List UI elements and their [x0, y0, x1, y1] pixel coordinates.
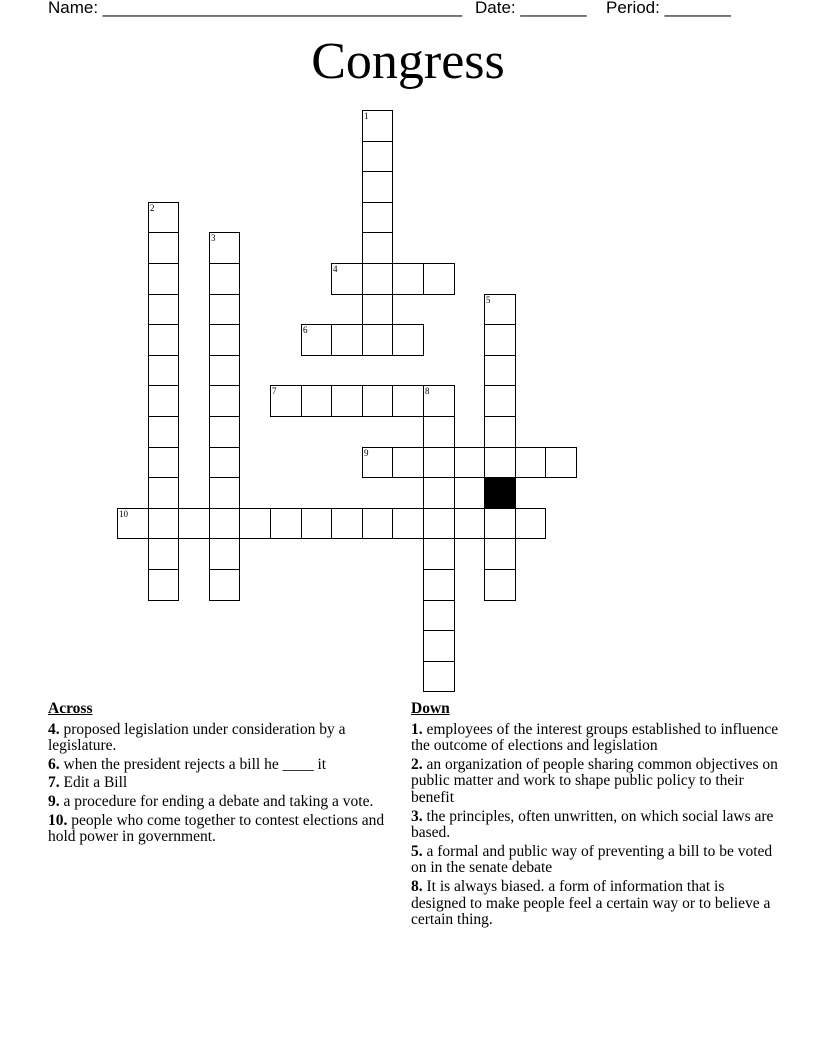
grid-cell[interactable] — [362, 110, 393, 142]
grid-cell[interactable] — [423, 630, 455, 662]
black-cell — [484, 477, 516, 509]
grid-cell[interactable] — [178, 508, 210, 539]
clue-item — [48, 722, 398, 755]
clue-item — [411, 879, 781, 929]
clue-item-text: an organization of people sharing common objectives on public matter and work to shape public policy to their benefit — [411, 755, 778, 806]
grid-cell[interactable] — [392, 447, 424, 478]
clue-item — [411, 722, 781, 755]
grid-cell[interactable] — [515, 447, 546, 478]
clue-number: 2 — [150, 203, 155, 213]
clue-item-number: 10. — [48, 811, 68, 829]
grid-cell[interactable] — [423, 447, 455, 478]
clue-item-text: people who come together to contest elections and hold power in government. — [48, 811, 385, 846]
grid-cell[interactable] — [209, 569, 240, 601]
grid-cell[interactable] — [362, 508, 393, 539]
clue-item-text: the principles, often unwritten, on which social laws are based. — [411, 807, 774, 842]
grid-cell[interactable] — [148, 263, 179, 295]
clue-item — [48, 813, 398, 846]
clue-number: 8 — [425, 386, 430, 396]
clue-item — [411, 809, 781, 842]
grid-cell[interactable] — [362, 202, 393, 233]
grid-cell[interactable] — [148, 202, 179, 233]
grid-cell[interactable] — [484, 508, 516, 539]
grid-cell[interactable] — [148, 447, 179, 478]
grid-cell[interactable] — [209, 416, 240, 448]
grid-cell[interactable] — [454, 508, 485, 539]
grid-cell[interactable] — [209, 477, 240, 509]
grid-cell[interactable] — [209, 294, 240, 325]
clue-item — [48, 757, 398, 774]
grid-cell[interactable] — [515, 508, 546, 539]
clue-item-text: when the president rejects a bill he ____ it — [59, 755, 327, 773]
grid-cell[interactable] — [148, 355, 179, 386]
grid-cell[interactable] — [331, 385, 363, 417]
grid-cell[interactable] — [484, 385, 516, 417]
grid-cell[interactable] — [484, 294, 516, 325]
grid-cell[interactable] — [484, 538, 516, 570]
grid-cell[interactable] — [148, 508, 179, 539]
clue-item-text: It is always biased. a form of information that is designed to make people feel a certain way or to believe a certain thing. — [411, 877, 771, 929]
name-field: Name: ______________________________________ — [48, 0, 463, 17]
grid-cell[interactable] — [209, 508, 240, 539]
clue-item-text: a formal and public way of preventing a bill to be voted on in the senate debate — [411, 842, 773, 877]
clue-item — [48, 794, 398, 811]
clue-item-number: 4. — [48, 720, 60, 738]
grid-cell[interactable] — [484, 355, 516, 386]
clue-number: 6 — [303, 325, 308, 335]
grid-cell[interactable] — [423, 538, 455, 570]
grid-cell[interactable] — [148, 538, 179, 570]
grid-cell[interactable] — [362, 324, 393, 356]
grid-cell[interactable] — [392, 508, 424, 539]
grid-cell[interactable] — [484, 569, 516, 601]
grid-cell[interactable] — [423, 661, 455, 692]
clue-item-number: 9. — [48, 792, 60, 810]
grid-cell[interactable] — [148, 324, 179, 356]
grid-cell[interactable] — [362, 447, 393, 478]
clue-number: 5 — [486, 295, 491, 305]
grid-cell[interactable] — [148, 385, 179, 417]
clue-number: 3 — [211, 233, 216, 243]
clue-number: 1 — [364, 111, 369, 121]
grid-cell[interactable] — [423, 477, 455, 509]
grid-cell[interactable] — [484, 447, 516, 478]
grid-cell[interactable] — [331, 324, 363, 356]
grid-cell[interactable] — [423, 508, 455, 539]
grid-cell[interactable] — [423, 385, 455, 417]
clue-item-number: 8. — [411, 877, 423, 895]
grid-cell[interactable] — [148, 232, 179, 264]
across-clues — [48, 701, 398, 848]
down-heading: Down — [411, 700, 450, 717]
grid-cell[interactable] — [423, 416, 455, 448]
grid-cell[interactable] — [270, 508, 302, 539]
grid-cell[interactable] — [362, 294, 393, 325]
grid-cell[interactable] — [392, 263, 424, 295]
grid-cell[interactable] — [392, 385, 424, 417]
clue-item-number: 2. — [411, 755, 423, 773]
grid-cell[interactable] — [148, 477, 179, 509]
grid-cell[interactable] — [362, 263, 393, 295]
grid-cell[interactable] — [423, 263, 455, 295]
grid-cell[interactable] — [270, 385, 302, 417]
clue-item — [411, 844, 781, 877]
grid-cell[interactable] — [209, 538, 240, 570]
clue-item — [48, 775, 398, 792]
date-field: Date: _______ — [475, 0, 587, 17]
grid-cell[interactable] — [209, 355, 240, 386]
clue-item — [411, 757, 781, 807]
clue-item-number: 7. — [48, 774, 60, 792]
grid-cell[interactable] — [331, 263, 363, 295]
grid-cell[interactable] — [392, 324, 424, 356]
clue-item-number: 5. — [411, 842, 423, 860]
grid-cell[interactable] — [301, 324, 332, 356]
grid-cell[interactable] — [362, 232, 393, 264]
grid-cell[interactable] — [423, 600, 455, 631]
grid-cell[interactable] — [454, 447, 485, 478]
grid-cell[interactable] — [423, 569, 455, 601]
grid-cell[interactable] — [209, 232, 240, 264]
grid-cell[interactable] — [545, 447, 577, 478]
grid-cell[interactable] — [331, 508, 363, 539]
across-heading: Across — [48, 700, 93, 717]
period-field: Period: _______ — [606, 0, 731, 17]
grid-cell[interactable] — [209, 324, 240, 356]
grid-cell[interactable] — [148, 569, 179, 601]
grid-cell[interactable] — [362, 171, 393, 203]
clue-number: 9 — [364, 448, 369, 458]
grid-cell[interactable] — [239, 508, 271, 539]
grid-cell[interactable] — [484, 416, 516, 448]
grid-cell[interactable] — [209, 263, 240, 295]
grid-cell[interactable] — [117, 508, 149, 539]
grid-cell[interactable] — [301, 385, 332, 417]
clue-number: 10 — [119, 509, 128, 519]
clue-number: 7 — [272, 386, 277, 396]
down-clues — [411, 701, 781, 931]
clue-item-text: a procedure for ending a debate and taking a vote. — [59, 792, 374, 810]
grid-cell[interactable] — [209, 385, 240, 417]
grid-cell[interactable] — [301, 508, 332, 539]
grid-cell[interactable] — [148, 416, 179, 448]
grid-cell[interactable] — [148, 294, 179, 325]
clue-item-number: 1. — [411, 720, 423, 738]
clue-item-text: Edit a Bill — [59, 774, 128, 792]
clue-item-number: 6. — [48, 755, 60, 773]
grid-cell[interactable] — [362, 385, 393, 417]
page-title: Congress — [311, 33, 505, 90]
clue-item-text: proposed legislation under consideration by a legislature. — [48, 720, 346, 755]
clue-number: 4 — [333, 264, 338, 274]
grid-cell[interactable] — [484, 324, 516, 356]
clue-item-number: 3. — [411, 807, 423, 825]
grid-cell[interactable] — [362, 141, 393, 172]
clue-item-text: employees of the interest groups established to influence the outcome of elections and legislation — [411, 720, 779, 755]
grid-cell[interactable] — [209, 447, 240, 478]
